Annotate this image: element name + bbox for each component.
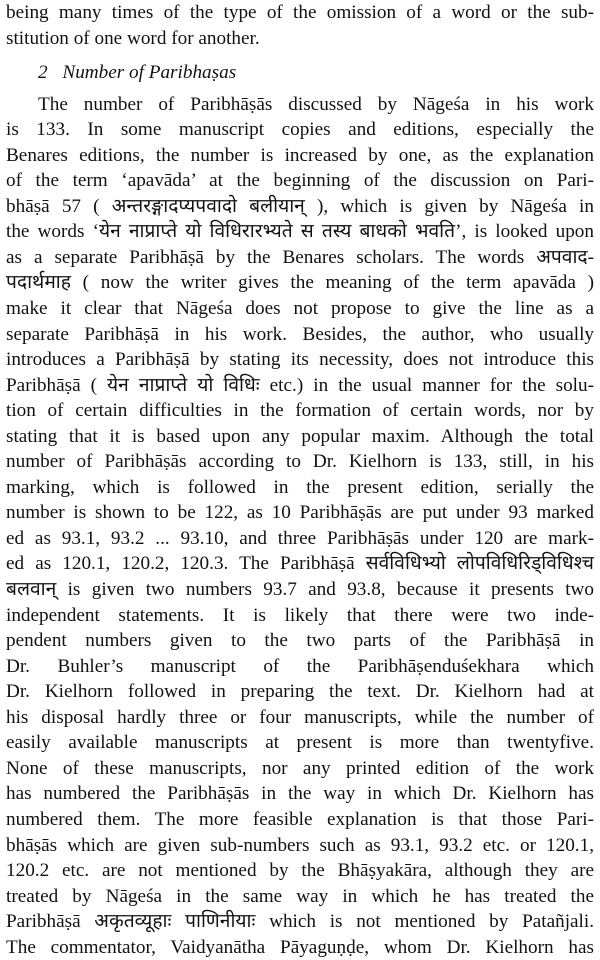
text-line: The number of Paribhāṣās discussed by Nāgeśa in his work	[38, 93, 594, 115]
text-line: separate Paribhāṣā in his work. Besides, the author, who usually	[6, 323, 594, 345]
text-line: make it clear that Nāgeśa does not propose to give the line as a	[6, 298, 594, 320]
text-line: is 133. In some manuscript copies and editions, especially the	[6, 119, 594, 141]
text-line: ed as 120.1, 120.2, 120.3. The Paribhāṣā सर्वविधिभ्यो लोपविधिरिड्विधिश्च	[6, 553, 594, 575]
document-page	[6, 0, 594, 960]
section-heading	[6, 60, 594, 86]
text-line: pendent numbers given to the two parts of the Paribhāṣā in	[6, 630, 594, 652]
text-line: bhāṣā 57 ( अन्तरङ्गादप्यपवादो बलीयान् ), which is given by Nāgeśa in	[6, 195, 594, 217]
text-line: treated by Nāgeśa in the same way in which he has treated the	[6, 885, 594, 907]
text-line: of the term ‘apavāda’ at the beginning of the discussion on Pari-	[6, 170, 594, 192]
text-line: independent statements. It is likely that there were two inde-	[6, 604, 594, 626]
section-number: 2	[38, 62, 48, 84]
text-line: easily available manuscripts at present is more than twentyfive.	[6, 732, 594, 754]
text-line: tion of certain difficulties in the formation of certain words, nor by	[6, 400, 594, 422]
text-line: stitution of one word for another.	[6, 27, 260, 49]
text-line: his disposal hardly three or four manuscripts, while the number of	[6, 706, 594, 728]
text-line: bhāṣās which are given sub-numbers such as 93.1, 93.2 etc. or 120.1,	[6, 834, 594, 856]
text-line: stating that it is based upon any popular maxim. Although the total	[6, 425, 594, 447]
section-title: Number of Paribhaṣas	[62, 62, 237, 84]
text-line: numbered them. The more feasible explanation is that those Pari-	[6, 808, 594, 830]
text-line: None of these manuscripts, nor any printed edition of the work	[6, 757, 594, 779]
text-line: Dr. Kielhorn followed in preparing the text. Dr. Kielhorn had at	[6, 681, 594, 703]
text-line: number of Paribhāṣās according to Dr. Kielhorn is 133, still, in his	[6, 451, 594, 473]
text-line: Benares editions, the number is increased by one, as the explanation	[6, 144, 594, 166]
text-line: introduces a Paribhāṣā by stating its necessity, does not introduce this	[6, 349, 594, 371]
text-line: the words ‘येन नाप्राप्ते यो विधिरारभ्यते स तस्य बाधको भवति’, is looked upon	[6, 221, 594, 243]
text-line: ed as 93.1, 93.2 ... 93.10, and three Paribhāṣās under 120 are mark-	[6, 527, 594, 549]
text-line: Dr. Buhler’s manuscript of the Paribhāṣenduśekhara which	[6, 655, 594, 677]
text-line: as a separate Paribhāṣā by the Benares scholars. The words अपवाद-	[6, 246, 594, 268]
text-line: 120.2 etc. are not mentioned by the Bhāṣyakāra, although they are	[6, 860, 594, 882]
text-line: being many times of the type of the omission of a word or the sub-	[6, 2, 594, 23]
text-line: marking, which is followed in the present edition, serially the	[6, 476, 594, 498]
text-line: has numbered the Paribhāṣās in the way in which Dr. Kielhorn has	[6, 783, 594, 805]
text-line: Paribhāṣā ( येन नाप्राप्ते यो विधिः etc.) in the usual manner for the solu-	[6, 374, 594, 396]
text-line: Paribhāṣā अकृतव्यूहाः पाणिनीयाः which is not mentioned by Patañjali.	[6, 911, 594, 933]
text-line: बलवान् is given two numbers 93.7 and 93.8, because it presents two	[6, 579, 594, 601]
text-line: number is shown to be 122, as 10 Paribhāṣās are put under 93 marked	[6, 502, 594, 524]
text-line: पदार्थमाह ( now the writer gives the meaning of the term apavāda )	[6, 272, 594, 294]
text-line: The commentator, Vaidyanātha Pāyaguṇḍe, whom Dr. Kielhorn has	[6, 936, 594, 958]
